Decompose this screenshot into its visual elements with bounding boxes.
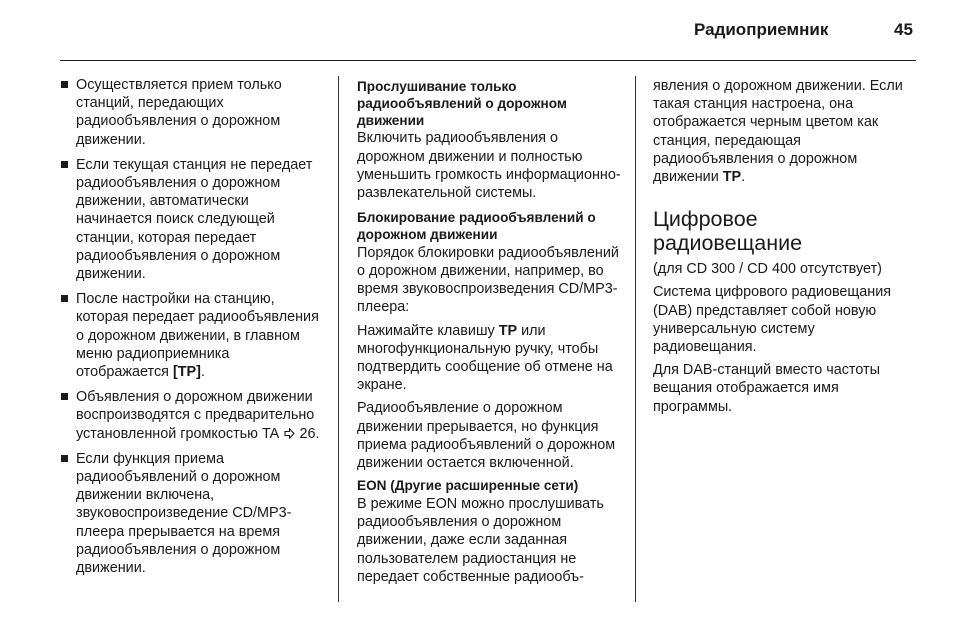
tp-indicator-label: TP	[722, 169, 742, 186]
paragraph	[653, 77, 921, 186]
paragraph-text: или многофункциональную ручку, чтобы подтвердить сообщение об отмене на экране.	[357, 322, 613, 394]
page-title: Радиоприемник	[694, 20, 829, 39]
list-item	[60, 290, 324, 381]
paragraph: В режиме EON можно прослушивать радиообъявления о дорожном движении, даже если заданная пользователем радиостанция не передает собственные радиообъ-	[357, 496, 604, 585]
list-item	[60, 388, 324, 443]
paragraph: Система цифрового радиовещания (DAB) представляет собой новую универсальную систему радиовещания.	[653, 284, 892, 356]
list-item	[60, 76, 324, 149]
list-item-text: После настройки на станцию, которая передает радиообъявления о дорожном движении, в главном меню радиоприемника отображается	[76, 291, 319, 381]
subheading-block-announcements: Блокирование радиообъявлений о дорожном движении	[357, 210, 596, 242]
section-title-line: радиовещание	[653, 231, 803, 256]
bullet-square-icon	[61, 295, 68, 302]
tp-indicator-label: [TP]	[172, 364, 201, 381]
bullet-list	[60, 76, 324, 577]
list-item-text: Если функция приема радиообъявлений о дорожном движении включена, звуковоспроизведение CD/MP3-плеера прерывается на время радиообъявления о дорожном движении.	[76, 450, 292, 577]
bullet-square-icon	[61, 393, 68, 400]
paragraph: Для DAB-станций вместо частоты вещания отображается имя программы.	[653, 362, 880, 415]
list-item-tail: .	[200, 364, 205, 381]
cross-reference-arrow-icon	[284, 428, 295, 439]
column-divider-2	[635, 76, 636, 602]
header-divider	[60, 60, 916, 61]
page-reference-link[interactable]: 26.	[299, 425, 320, 442]
column-3	[653, 77, 921, 421]
paragraph	[357, 322, 623, 395]
paragraph: Включить радиообъявления о дорожном движении и полностью уменьшить громкость информационно-развлекательной системы.	[357, 130, 621, 201]
bullet-square-icon	[61, 81, 68, 88]
list-item-text: Осуществляется прием только станций, передающих радиообъявления о дорожном движении.	[76, 77, 282, 148]
paragraph-text: явления о дорожном движении. Если такая станция настроена, она отображается черным цветом как станция, передающая радиообъявления о дорожном движении	[653, 78, 903, 186]
paragraph-tail: .	[741, 169, 746, 186]
subheading-traffic-only: Прослушивание только радиообъявлений о дорожном движении	[357, 79, 567, 128]
bullet-square-icon	[61, 455, 68, 462]
paragraph: Порядок блокировки радиообъявлений о дорожном движении, например, во время звуковоспроизведения CD/MP3-плеера:	[357, 244, 619, 316]
availability-note: (для CD 300 / CD 400 отсутствует)	[653, 261, 882, 278]
section-title-line: Цифровое	[653, 207, 758, 232]
list-item	[60, 156, 324, 283]
column-2	[357, 76, 623, 586]
list-item	[60, 450, 324, 577]
bullet-square-icon	[61, 161, 68, 168]
tp-key-label: TP	[498, 322, 518, 339]
list-item-text: Если текущая станция не передает радиообъявления о дорожном движении, автоматически начинается поиск следующей станции, которая передает радиообъявления о дорожном движении.	[76, 156, 313, 283]
column-1	[60, 76, 324, 584]
paragraph-text: Нажимайте клавишу	[357, 322, 499, 339]
column-divider-1	[338, 76, 339, 602]
paragraph: Радиообъявление о дорожном движении прерывается, но функция приема радиообъявлений о дорожном движении остается включенной.	[357, 400, 616, 472]
subheading-eon: EON (Другие расширенные сети)	[357, 478, 579, 494]
page-number: 45	[894, 20, 913, 39]
list-item-text: Объявления о дорожном движении воспроизводятся с предварительно установленной громкостью TA	[76, 389, 315, 442]
section-title-digital-radio	[653, 207, 921, 255]
